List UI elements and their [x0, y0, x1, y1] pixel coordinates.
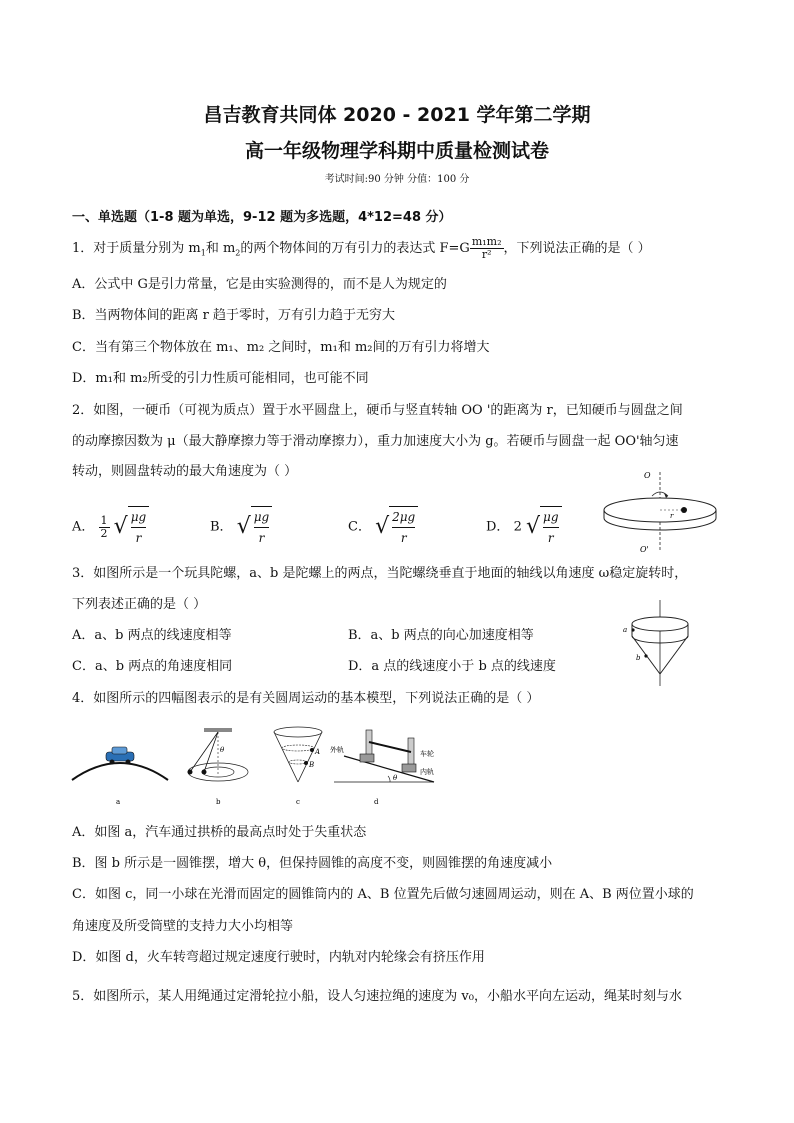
q2-option-a[interactable]: A． $\frac{1}{2}$ √ $\frac{\mu g}{r}$: [72, 506, 149, 548]
q3-option-d[interactable]: D．a 点的线速度小于 b 点的线速度: [348, 659, 556, 674]
question-5-line1: 5．如图所示，某人用绳通过定滑轮拉小船，设人匀速拉绳的速度为 v₀，小船水平向左运动，绳某时刻与水: [72, 989, 682, 1004]
axis-label-o-prime: O': [640, 545, 649, 554]
cone-figure: [268, 724, 328, 808]
question-3-line2: 下列表述正确的是（ ）: [72, 597, 207, 612]
question-1-stem: 1．对于质量分别为 $m_1$和 $m_2$的两个物体间的万有引力的表达式 F=G $\frac{\text{m₁m₂}}{\text{r²}}$ ，下列说法正确的是（ ）: [72, 235, 651, 261]
position-b-label: B: [309, 761, 315, 769]
conical-pendulum-figure: [178, 726, 258, 808]
point-b-label: b: [636, 654, 641, 662]
q4-option-c-line1[interactable]: C．如图 c，同一小球在光滑而固定的圆锥筒内的 A、B 位置先后做匀速圆周运动，则在 A、B 两位置小球的: [72, 887, 694, 902]
figure-d-label: d: [374, 798, 379, 806]
q3-option-a[interactable]: A．a、b 两点的线速度相等: [72, 628, 232, 643]
spinning-top-figure: [620, 598, 700, 688]
axis-label-o: O: [644, 471, 651, 480]
question-4-line1: 4．如图所示的四幅图表示的是有关圆周运动的基本模型，下列说法正确的是（ ）: [72, 691, 540, 706]
q4-option-d[interactable]: D．如图 d，火车转弯超过规定速度行驶时，内轨对内轮缘会有挤压作用: [72, 950, 485, 965]
gravity-fraction: $\frac{\text{m₁m₂}}{\text{r²}}$: [471, 235, 502, 261]
q3-option-c[interactable]: C．a、b 两点的角速度相同: [72, 659, 233, 674]
exam-subtitle: 高一年级物理学科期中质量检测试卷: [244, 140, 549, 162]
point-a-label: a: [623, 626, 628, 634]
q1-option-a[interactable]: A．公式中 G是引力常量，它是由实验测得的，而不是人为规定的: [72, 277, 447, 292]
theta-label: θ: [220, 746, 225, 754]
section-heading: 一、单选题（1-8 题为单选，9-12 题为多选题，4*12=48 分）: [72, 210, 452, 225]
outer-rail-label: 外轨: [330, 746, 344, 754]
car-on-bridge-figure: [70, 738, 170, 808]
question-3-line1: 3．如图所示是一个玩具陀螺，a、b 是陀螺上的两点，当陀螺绕垂直于地面的轴线以角速度 ω稳定旋转时，: [72, 566, 688, 581]
q1-option-d[interactable]: D．m₁和 m₂所受的引力性质可能相同，也可能不同: [72, 371, 369, 386]
q4-option-b[interactable]: B．图 b 所示是一圆锥摆，增大 θ，但保持圆锥的高度不变，则圆锥摆的角速度减小: [72, 856, 553, 871]
q2-option-d[interactable]: D． 2 √ $\frac{\mu g}{r}$: [486, 506, 562, 548]
inner-rail-label: 内轨: [420, 768, 434, 776]
question-2-line1: 2．如图，一硬币（可视为质点）置于水平圆盘上，硬币与竖直转轴 OO '的距离为 r，已知硬币与圆盘之间: [72, 403, 683, 418]
exam-info: 考试时间:90 分钟 分值：100 分: [324, 174, 470, 185]
banked-track-figure: [330, 718, 436, 808]
exam-title: 昌吉教育共同体 2020 - 2021 学年第二学期: [203, 104, 591, 126]
q4-option-a[interactable]: A．如图 a，汽车通过拱桥的最高点时处于失重状态: [72, 825, 367, 840]
figure-b-label: b: [216, 798, 221, 806]
q2-option-c[interactable]: C． √ $\frac{2\mu g}{r}$: [348, 506, 418, 548]
wheel-label: 车轮: [420, 750, 434, 758]
q1-option-b[interactable]: B．当两物体间的距离 r 趋于零时，万有引力趋于无穷大: [72, 308, 396, 323]
q2-option-b[interactable]: B． √ $\frac{\mu g}{r}$: [210, 506, 272, 548]
q1-option-c[interactable]: C．当有第三个物体放在 m₁、m₂ 之间时，m₁和 m₂间的万有引力将增大: [72, 340, 490, 355]
position-a-label: A: [315, 748, 321, 756]
q3-option-b[interactable]: B．a、b 两点的向心加速度相等: [348, 628, 534, 643]
figure-c-label: c: [296, 798, 300, 806]
question-2-line2: 的动摩擦因数为 μ（最大静摩擦力等于滑动摩擦力），重力加速度大小为 g。若硬币与圆盘一起 OO'轴匀速: [72, 434, 679, 449]
q4-option-c-line2[interactable]: 角速度及所受筒壁的支持力大小均相等: [72, 919, 294, 934]
question-2-line3: 转动，则圆盘转动的最大角速度为（ ）: [72, 464, 298, 479]
bank-angle-label: θ: [393, 774, 398, 782]
radius-label: r: [670, 512, 674, 520]
rotating-disc-figure: [600, 468, 722, 556]
figure-a-label: a: [116, 798, 121, 806]
q2-a-coefficient: $\frac{1}{2}$: [100, 513, 108, 540]
